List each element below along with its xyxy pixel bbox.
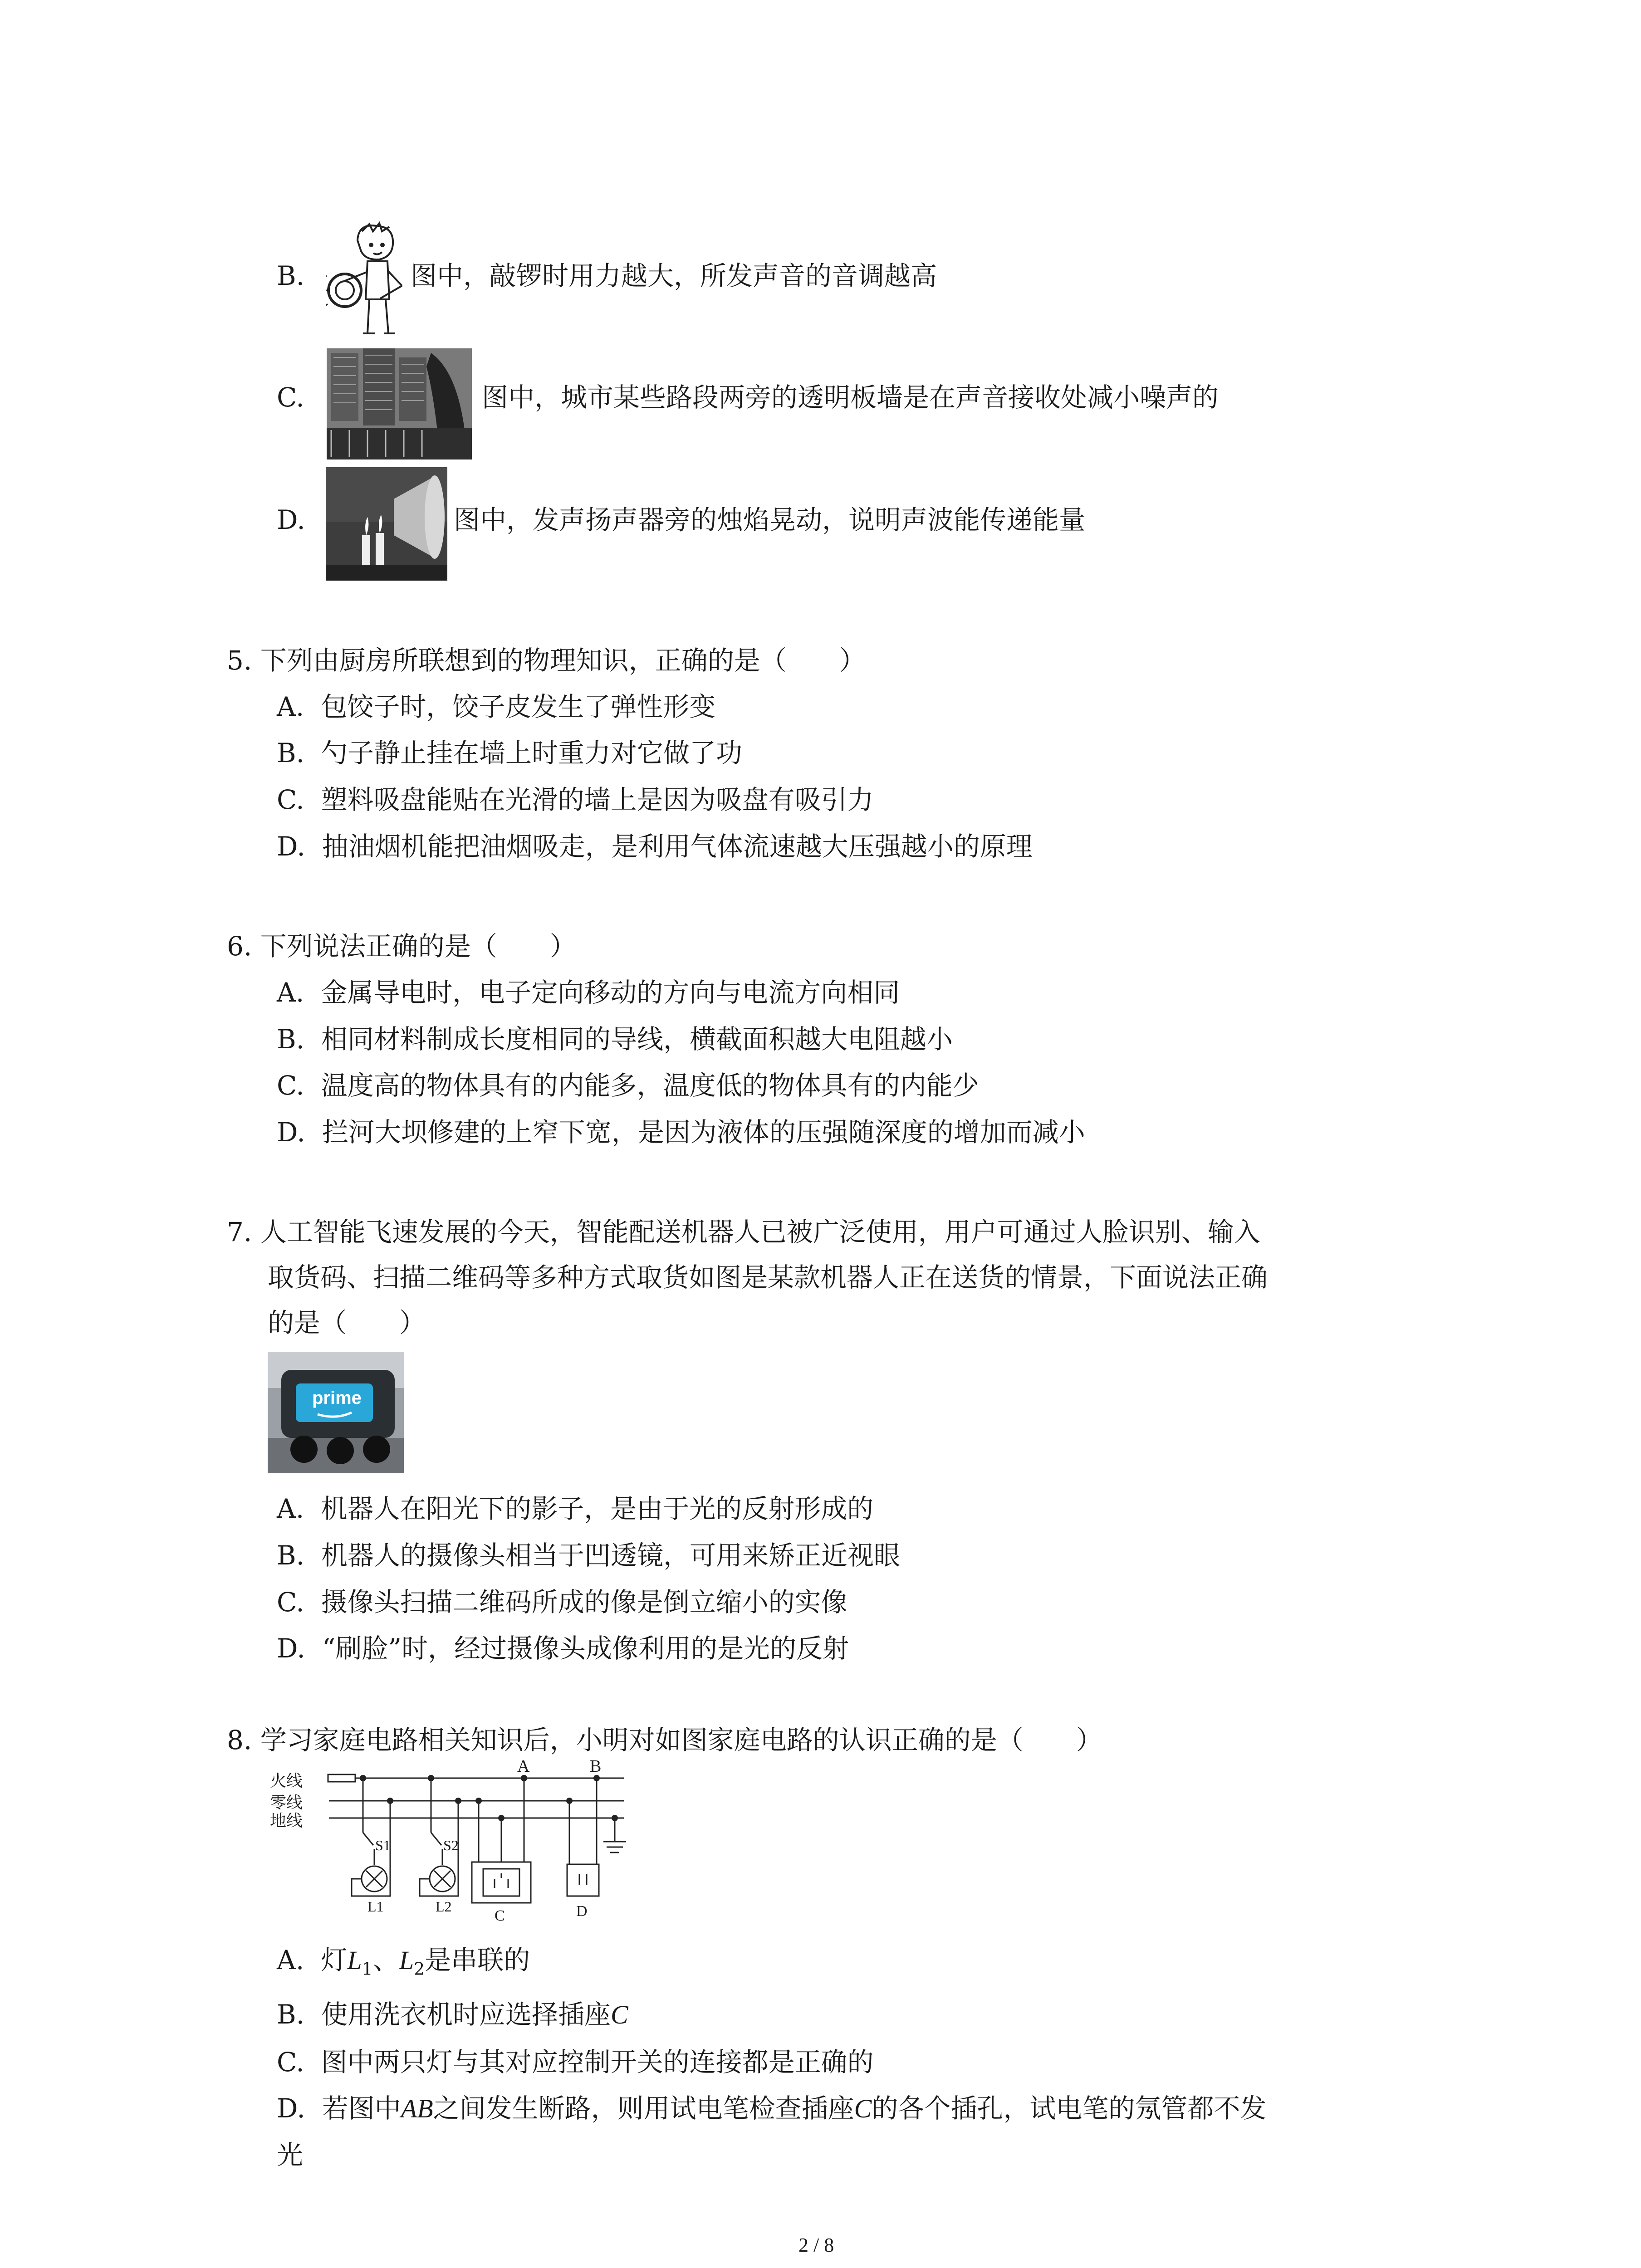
label-point-a: A: [517, 1760, 530, 1776]
label-neutral: 零线: [270, 1794, 303, 1812]
gong-boy-icon: [326, 218, 410, 342]
delivery-robot-photo: [268, 1352, 404, 1473]
q8-option-a: A. 灯$L_1$、$L_2$是串联的: [277, 1945, 530, 1979]
q5-option-b: B. 勺子静止挂在墙上时重力对它做了功: [277, 738, 742, 768]
label-point-b: B: [590, 1760, 602, 1776]
label-ground: 地线: [270, 1812, 303, 1830]
q8-option-b: B. 使用洗衣机时应选择插座C: [277, 1999, 628, 2030]
q7-option-b: B. 机器人的摄像头相当于凹透镜，可用来矫正近视眼: [277, 1540, 900, 1571]
q7-option-c: C. 摄像头扫描二维码所成的像是倒立缩小的实像: [277, 1587, 847, 1618]
label-s2: S2: [443, 1837, 459, 1853]
q6-option-b: B. 相同材料制成长度相同的导线，横截面积越大电阻越小: [277, 1024, 953, 1055]
q6-option-d: D. 拦河大坝修建的上窄下宽，是因为液体的压强随深度的增加而减小: [277, 1117, 1085, 1148]
building-icon: [327, 348, 472, 459]
sound-barrier-photo: [327, 348, 472, 459]
robot-prime-logo: prime: [312, 1388, 362, 1408]
gong-figure: [326, 218, 410, 342]
q4-option-d-text: 图中，发声扬声器旁的烛焰晃动，说明声波能传递能量: [454, 504, 1086, 535]
question-6-stem: 6. 下列说法正确的是（ ）: [227, 931, 576, 962]
label-l1: L1: [367, 1898, 384, 1915]
q4-option-c: C.: [277, 382, 304, 413]
q7-option-d: D. “刷脸”时，经过摄像头成像利用的是光的反射: [277, 1633, 849, 1664]
q4-option-d: D.: [277, 504, 305, 535]
q4-option-c-text: 图中，城市某些路段两旁的透明板墙是在声音接收处减小噪声的: [482, 382, 1219, 413]
question-7-stem-line-3: 的是（ ）: [268, 1307, 426, 1338]
q6-option-a: A. 金属导电时，电子定向移动的方向与电流方向相同: [277, 977, 900, 1008]
q4-option-b-text: 图中，敲锣时用力越大，所发声音的音调越高: [411, 260, 937, 291]
page-number: 2 / 8: [798, 2234, 834, 2256]
question-5-stem: 5. 下列由厨房所联想到的物理知识，正确的是（ ）: [227, 645, 866, 676]
q8-option-d-continued: 光: [277, 2140, 304, 2170]
q4-option-b: B.: [277, 260, 305, 291]
label-socket-c: C: [495, 1907, 505, 1924]
q5-option-a: A. 包饺子时，饺子皮发生了弹性形变: [277, 691, 716, 722]
q8-option-c: C. 图中两只灯与其对应控制开关的连接都是正确的: [277, 2047, 874, 2077]
q5-option-c: C. 塑料吸盘能贴在光滑的墙上是因为吸盘有吸引力: [277, 784, 874, 815]
q7-option-a: A. 机器人在阳光下的影子，是由于光的反射形成的: [277, 1493, 874, 1524]
household-circuit-diagram: [270, 1760, 633, 1937]
label-l2: L2: [436, 1898, 452, 1915]
label-s1: S1: [375, 1837, 391, 1853]
q5-option-d: D. 抽油烟机能把油烟吸走，是利用气体流速越大压强越小的原理: [277, 831, 1033, 862]
question-7-stem-line-2: 取货码、扫描二维码等多种方式取货如图是某款机器人正在送货的情景，下面说法正确: [268, 1262, 1268, 1293]
label-socket-d: D: [576, 1903, 588, 1920]
question-8-stem: 8. 学习家庭电路相关知识后，小明对如图家庭电路的认识正确的是（ ）: [227, 1725, 1102, 1755]
speaker-candle-photo: [326, 467, 447, 581]
q8-option-d: D. 若图中AB之间发生断路，则用试电笔检查插座C的各个插孔，试电笔的氖管都不发: [277, 2093, 1267, 2124]
question-7-stem-line-1: 7. 人工智能飞速发展的今天，智能配送机器人已被广泛使用，用户可通过人脸识别、输入: [227, 1217, 1260, 1247]
label-live: 火线: [270, 1772, 303, 1790]
fuse-icon: [328, 1774, 355, 1782]
speaker-icon: [326, 467, 447, 581]
q6-option-c: C. 温度高的物体具有的内能多，温度低的物体具有的内能少: [277, 1070, 979, 1101]
